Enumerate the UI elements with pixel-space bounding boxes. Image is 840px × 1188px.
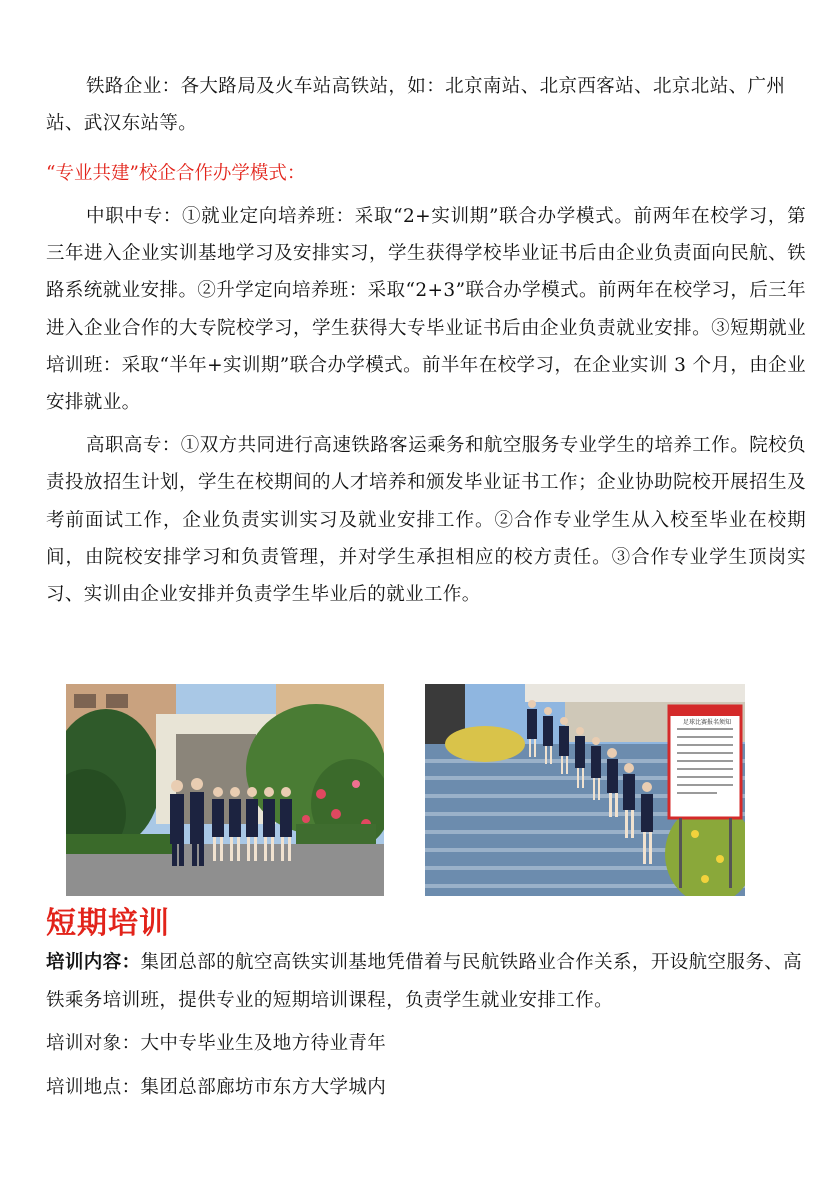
campus-gate-photo-illustration	[66, 684, 384, 896]
training-content-text: 集团总部的航空高铁实训基地凭借着与民航铁路业合作关系，开设航空服务、高铁乘务培训班，提供专业的短期培训课程，负责学生就业安排工作。	[46, 952, 803, 1011]
training-target: 培训对象：大中专毕业生及地方待业青年	[46, 1033, 387, 1054]
higher-vocational-paragraph: 高职高专：①双方共同进行高速铁路客运乘务和航空服务专业学生的培养工作。院校负责投放招生计划，学生在校期间的人才培养和颁发毕业证书工作；企业协助院校开展招生及考前面试工作，企业负责实训实习及就业安排工作。②合作专业学生从入校至毕业在校期间，由院校安排学习和负责管理，并对学生承担相应的校方责任。③合作专业学生顶岗实习、实训由企业安排并负责学生毕业后的就业工作。	[46, 435, 806, 606]
training-content	[46, 944, 806, 1019]
training-location: 培训地点：集团总部廊坊市东方大学城内	[46, 1076, 387, 1098]
short-training-section	[46, 944, 806, 1106]
stairs-photo	[425, 684, 745, 896]
secondary-vocational-paragraph: 中职中专：①就业定向培养班：采取“2+实训期”联合办学模式。前两年在校学习，第三年进入企业实训基地学习及安排实习，学生获得学校毕业证书后由企业负责面向民航、铁路系统就业安排。②升学定向培养班：采取“2+3”联合办学模式。前两年在校学习，后三年进入企业合作的大专院校学习，学生获得大专毕业证书后由企业负责就业安排。③短期就业培训班：采取“半年+实训期”联合办学模式。前半年在校学习，在企业实训 3 个月，由企业安排就业。	[46, 206, 806, 414]
railway-enterprises-paragraph: 铁路企业：各大路局及火车站高铁站，如：北京南站、北京西客站、北京北站、广州站、武汉东站等。	[46, 76, 786, 134]
sign-title: 足球比赛报名须知	[683, 719, 732, 726]
training-content-label: 培训内容：	[46, 952, 141, 973]
cooperation-mode-heading: “专业共建”校企合作办学模式：	[46, 163, 306, 184]
stairs-photo-illustration	[425, 684, 745, 896]
campus-gate-photo	[66, 684, 384, 896]
cooperation-mode-body	[46, 198, 806, 619]
short-training-title: 短期培训	[46, 906, 170, 941]
